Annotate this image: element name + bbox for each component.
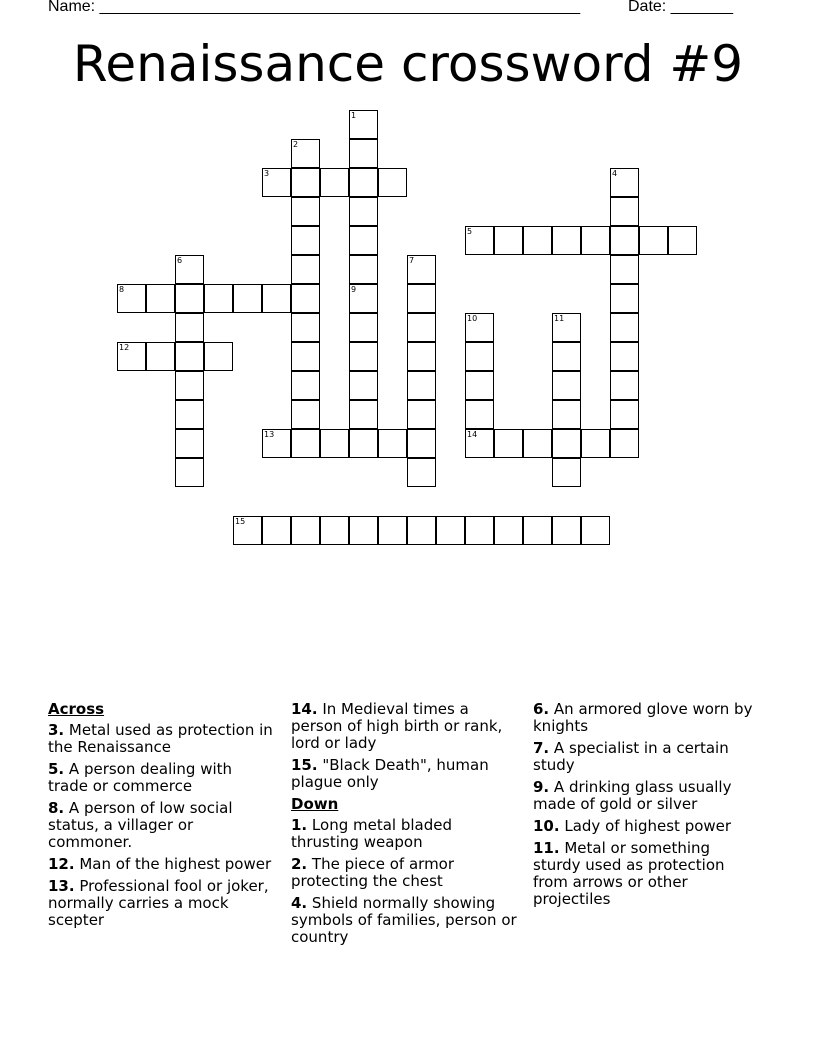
clue-number: 7. bbox=[533, 739, 550, 757]
grid-cell[interactable] bbox=[378, 168, 407, 197]
grid-cell[interactable] bbox=[610, 255, 639, 284]
grid-cell[interactable] bbox=[610, 284, 639, 313]
clues-column-2 bbox=[291, 701, 519, 951]
clue-across-8 bbox=[48, 800, 276, 851]
clue-text: A specialist in a certain study bbox=[533, 739, 729, 774]
clue-text: A drinking glass usually made of gold or silver bbox=[533, 778, 732, 813]
grid-cell[interactable] bbox=[610, 313, 639, 342]
clue-across-15 bbox=[291, 757, 519, 791]
down-heading: Down bbox=[291, 795, 339, 813]
grid-cell[interactable] bbox=[349, 168, 378, 197]
clues-column-1 bbox=[48, 701, 276, 934]
grid-cell[interactable] bbox=[552, 458, 581, 487]
grid-cell[interactable] bbox=[349, 429, 378, 458]
grid-cell[interactable] bbox=[175, 342, 204, 371]
clue-down-9 bbox=[533, 779, 761, 813]
grid-cell[interactable] bbox=[291, 313, 320, 342]
grid-cell[interactable] bbox=[407, 429, 436, 458]
clue-number: 12. bbox=[48, 855, 75, 873]
grid-cell-9[interactable] bbox=[349, 284, 378, 313]
clue-across-13 bbox=[48, 878, 276, 929]
cell-number: 2 bbox=[293, 140, 299, 149]
grid-cell[interactable] bbox=[610, 197, 639, 226]
clue-text: Man of the highest power bbox=[79, 855, 272, 873]
clue-number: 8. bbox=[48, 799, 65, 817]
clue-number: 1. bbox=[291, 816, 308, 834]
grid-cell[interactable] bbox=[494, 516, 523, 545]
cell-number: 11 bbox=[554, 314, 565, 323]
grid-cell[interactable] bbox=[407, 342, 436, 371]
grid-cell[interactable] bbox=[349, 226, 378, 255]
clue-down-2 bbox=[291, 856, 519, 890]
clue-down-11 bbox=[533, 840, 761, 908]
grid-cell[interactable] bbox=[146, 284, 175, 313]
grid-cell[interactable] bbox=[291, 197, 320, 226]
across-heading: Across bbox=[48, 700, 105, 718]
grid-cell[interactable] bbox=[291, 226, 320, 255]
grid-cell-12[interactable] bbox=[117, 342, 146, 371]
clue-number: 14. bbox=[291, 700, 318, 718]
cell-number: 5 bbox=[467, 227, 473, 236]
clue-text: Metal or something sturdy used as protection from arrows or other projectiles bbox=[533, 839, 725, 908]
grid-cell-15[interactable] bbox=[233, 516, 262, 545]
clue-down-7 bbox=[533, 740, 761, 774]
date-field[interactable]: Date: _______ bbox=[628, 0, 733, 15]
grid-cell[interactable] bbox=[146, 342, 175, 371]
grid-cell-10[interactable] bbox=[465, 313, 494, 342]
grid-cell[interactable] bbox=[610, 342, 639, 371]
grid-cell-5[interactable] bbox=[465, 226, 494, 255]
cell-number: 6 bbox=[177, 256, 183, 265]
clue-number: 4. bbox=[291, 894, 308, 912]
clue-down-4 bbox=[291, 895, 519, 946]
cell-number: 15 bbox=[235, 517, 246, 526]
name-field[interactable]: Name: ______________________________________________________ bbox=[48, 0, 581, 15]
cell-number: 3 bbox=[264, 169, 270, 178]
grid-cell[interactable] bbox=[407, 400, 436, 429]
cell-number: 12 bbox=[119, 343, 130, 352]
grid-cell[interactable] bbox=[349, 197, 378, 226]
grid-cell[interactable] bbox=[436, 516, 465, 545]
cell-number: 1 bbox=[351, 111, 357, 120]
grid-cell[interactable] bbox=[175, 400, 204, 429]
grid-cell-14[interactable] bbox=[465, 429, 494, 458]
cell-number: 14 bbox=[467, 430, 478, 439]
grid-cell[interactable] bbox=[175, 284, 204, 313]
cell-number: 8 bbox=[119, 285, 125, 294]
grid-cell[interactable] bbox=[523, 226, 552, 255]
grid-cell[interactable] bbox=[291, 284, 320, 313]
clue-across-12 bbox=[48, 856, 276, 873]
grid-cell[interactable] bbox=[349, 255, 378, 284]
clue-text: Shield normally showing symbols of families, person or country bbox=[291, 894, 517, 946]
clue-number: 5. bbox=[48, 760, 65, 778]
clue-number: 3. bbox=[48, 721, 65, 739]
grid-cell[interactable] bbox=[581, 429, 610, 458]
clue-text: A person dealing with trade or commerce bbox=[48, 760, 233, 795]
clue-number: 11. bbox=[533, 839, 560, 857]
clue-number: 13. bbox=[48, 877, 75, 895]
grid-cell[interactable] bbox=[552, 400, 581, 429]
clue-number: 10. bbox=[533, 817, 560, 835]
grid-cell[interactable] bbox=[204, 342, 233, 371]
grid-cell[interactable] bbox=[668, 226, 697, 255]
grid-cell[interactable] bbox=[581, 516, 610, 545]
clue-text: In Medieval times a person of high birth or rank, lord or lady bbox=[291, 700, 503, 752]
grid-cell[interactable] bbox=[523, 429, 552, 458]
grid-cell-8[interactable] bbox=[117, 284, 146, 313]
grid-cell[interactable] bbox=[610, 226, 639, 255]
grid-cell[interactable] bbox=[552, 429, 581, 458]
grid-cell[interactable] bbox=[262, 284, 291, 313]
grid-cell[interactable] bbox=[552, 371, 581, 400]
clues-section bbox=[48, 701, 768, 971]
grid-cell[interactable] bbox=[349, 342, 378, 371]
clue-down-6 bbox=[533, 701, 761, 735]
page-title: Renaissance crossword #9 bbox=[72, 35, 744, 93]
grid-cell[interactable] bbox=[349, 400, 378, 429]
clue-number: 9. bbox=[533, 778, 550, 796]
grid-cell-7[interactable] bbox=[407, 255, 436, 284]
grid-cell[interactable] bbox=[494, 226, 523, 255]
cell-number: 7 bbox=[409, 256, 415, 265]
clue-text: Long metal bladed thrusting weapon bbox=[291, 816, 452, 851]
clue-text: An armored glove worn by knights bbox=[533, 700, 753, 735]
grid-cell[interactable] bbox=[349, 313, 378, 342]
grid-cell[interactable] bbox=[349, 516, 378, 545]
grid-cell-1[interactable] bbox=[349, 110, 378, 139]
grid-cell[interactable] bbox=[610, 400, 639, 429]
clue-across-3 bbox=[48, 722, 276, 756]
cell-number: 10 bbox=[467, 314, 478, 323]
grid-cell[interactable] bbox=[291, 516, 320, 545]
grid-cell-4[interactable] bbox=[610, 168, 639, 197]
grid-cell-2[interactable] bbox=[291, 139, 320, 168]
grid-cell-3[interactable] bbox=[262, 168, 291, 197]
grid-cell[interactable] bbox=[610, 429, 639, 458]
grid-cell[interactable] bbox=[320, 516, 349, 545]
clue-down-10 bbox=[533, 818, 761, 835]
grid-cell[interactable] bbox=[291, 429, 320, 458]
grid-cell[interactable] bbox=[291, 371, 320, 400]
grid-cell[interactable] bbox=[581, 226, 610, 255]
clue-text: Metal used as protection in the Renaissance bbox=[48, 721, 273, 756]
grid-cell[interactable] bbox=[610, 371, 639, 400]
cell-number: 9 bbox=[351, 285, 357, 294]
clue-number: 2. bbox=[291, 855, 308, 873]
grid-cell[interactable] bbox=[291, 255, 320, 284]
grid-cell[interactable] bbox=[407, 458, 436, 487]
grid-cell[interactable] bbox=[291, 168, 320, 197]
grid-cell[interactable] bbox=[378, 429, 407, 458]
clue-across-14 bbox=[291, 701, 519, 752]
grid-cell[interactable] bbox=[175, 313, 204, 342]
grid-cell[interactable] bbox=[175, 371, 204, 400]
grid-cell[interactable] bbox=[407, 371, 436, 400]
grid-cell[interactable] bbox=[407, 516, 436, 545]
grid-cell[interactable] bbox=[552, 516, 581, 545]
grid-cell[interactable] bbox=[494, 429, 523, 458]
clue-down-1 bbox=[291, 817, 519, 851]
grid-cell[interactable] bbox=[349, 371, 378, 400]
clue-text: Professional fool or joker, normally carries a mock scepter bbox=[48, 877, 269, 929]
grid-cell[interactable] bbox=[320, 168, 349, 197]
clues-column-3 bbox=[533, 701, 761, 913]
grid-cell[interactable] bbox=[465, 516, 494, 545]
grid-cell[interactable] bbox=[465, 342, 494, 371]
cell-number: 4 bbox=[612, 169, 618, 178]
grid-cell[interactable] bbox=[407, 284, 436, 313]
grid-cell[interactable] bbox=[639, 226, 668, 255]
grid-cell[interactable] bbox=[175, 458, 204, 487]
grid-cell[interactable] bbox=[378, 516, 407, 545]
grid-cell[interactable] bbox=[523, 516, 552, 545]
grid-cell[interactable] bbox=[465, 400, 494, 429]
grid-cell[interactable] bbox=[262, 516, 291, 545]
cell-number: 13 bbox=[264, 430, 275, 439]
clue-number: 15. bbox=[291, 756, 318, 774]
grid-cell[interactable] bbox=[349, 139, 378, 168]
grid-cell-11[interactable] bbox=[552, 313, 581, 342]
grid-cell[interactable] bbox=[407, 313, 436, 342]
clue-text: A person of low social status, a villager or commoner. bbox=[48, 799, 233, 851]
grid-cell[interactable] bbox=[175, 429, 204, 458]
grid-cell[interactable] bbox=[204, 284, 233, 313]
clue-across-5 bbox=[48, 761, 276, 795]
grid-cell[interactable] bbox=[552, 226, 581, 255]
clue-number: 6. bbox=[533, 700, 550, 718]
grid-cell[interactable] bbox=[552, 342, 581, 371]
clue-text: "Black Death", human plague only bbox=[291, 756, 489, 791]
grid-cell[interactable] bbox=[291, 342, 320, 371]
grid-cell[interactable] bbox=[320, 429, 349, 458]
grid-cell-13[interactable] bbox=[262, 429, 291, 458]
grid-cell-6[interactable] bbox=[175, 255, 204, 284]
clue-text: Lady of highest power bbox=[564, 817, 732, 835]
clue-text: The piece of armor protecting the chest bbox=[291, 855, 455, 890]
grid-cell[interactable] bbox=[233, 284, 262, 313]
grid-cell[interactable] bbox=[291, 400, 320, 429]
grid-cell[interactable] bbox=[465, 371, 494, 400]
